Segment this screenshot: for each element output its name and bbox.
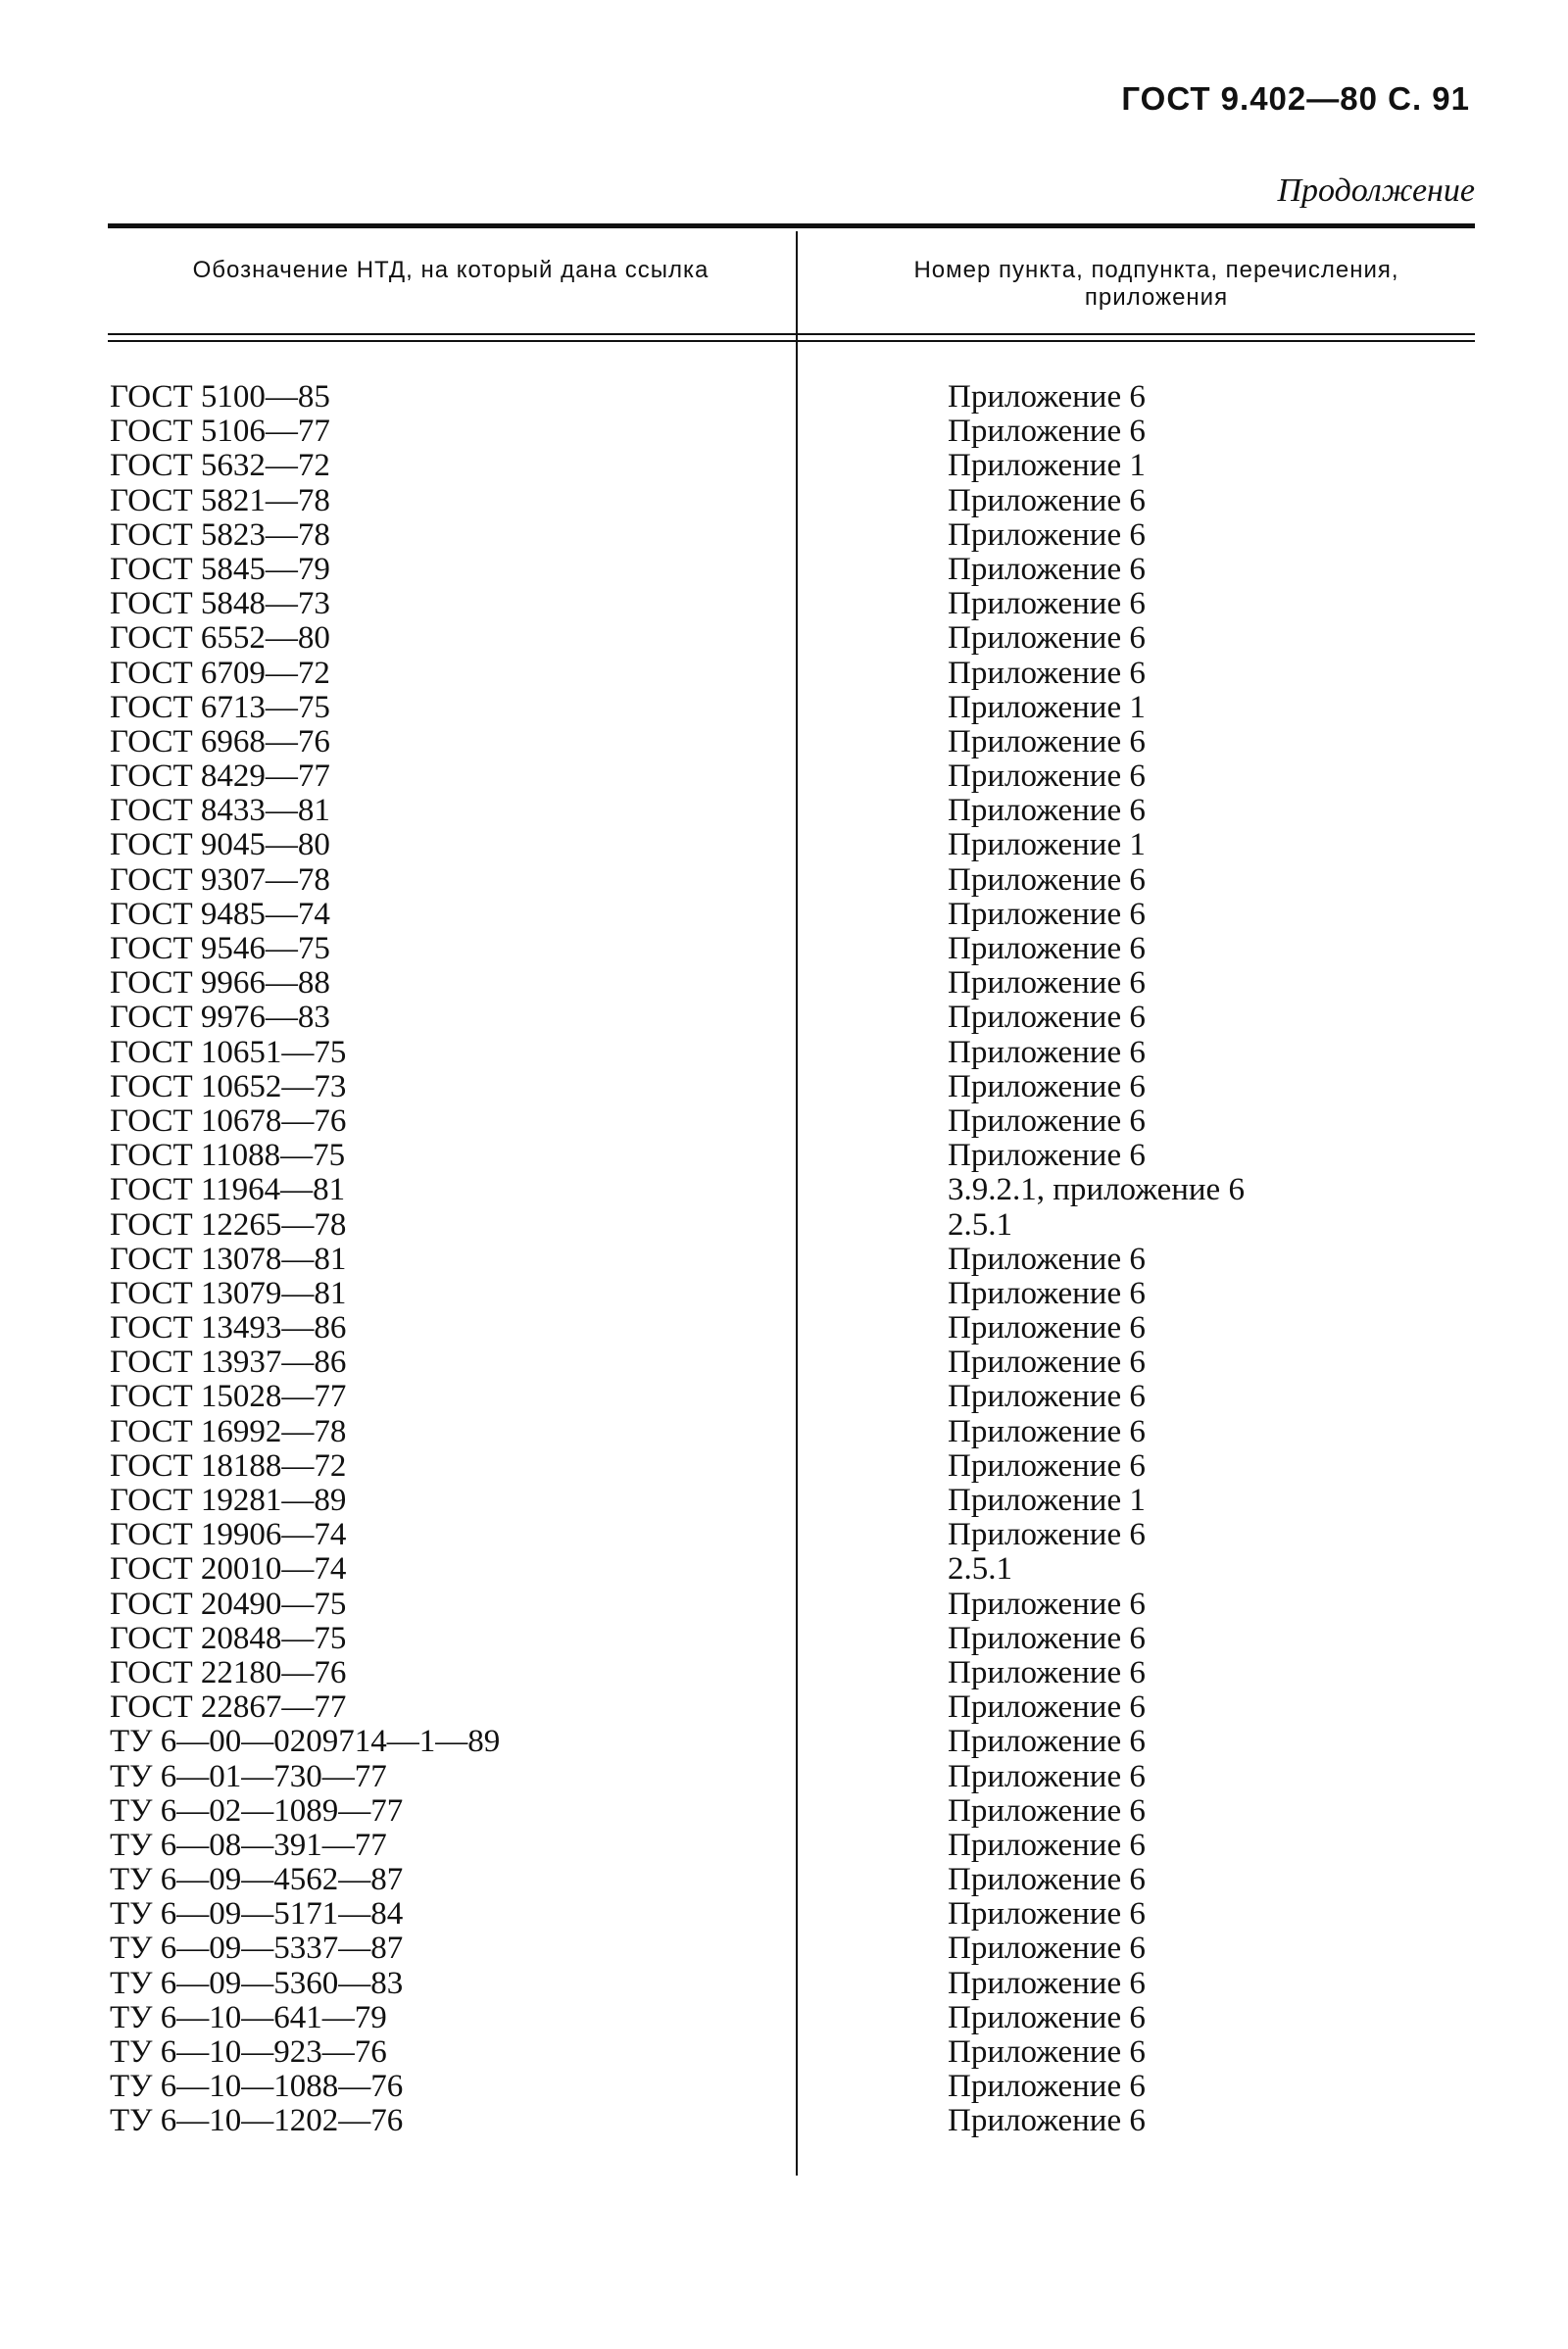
reference-cell: Приложение 6 bbox=[948, 931, 1146, 966]
reference-cell: Приложение 1 bbox=[948, 1483, 1146, 1518]
table-row bbox=[0, 1588, 1568, 1622]
reference-cell: Приложение 6 bbox=[948, 655, 1146, 691]
table-row bbox=[0, 1104, 1568, 1139]
reference-cell: Приложение 6 bbox=[948, 1689, 1146, 1726]
table-row bbox=[0, 1518, 1568, 1552]
designation-cell: ГОСТ 8433—81 bbox=[110, 793, 330, 829]
designation-cell: ТУ 6—08—391—77 bbox=[110, 1827, 387, 1863]
reference-cell: 2.5.1 bbox=[948, 1551, 1012, 1588]
reference-cell: Приложение 6 bbox=[948, 1965, 1146, 2001]
table-row bbox=[0, 1760, 1568, 1794]
table-row bbox=[0, 1484, 1568, 1518]
table-row bbox=[0, 621, 1568, 656]
table-row bbox=[0, 828, 1568, 862]
reference-cell: Приложение 6 bbox=[948, 414, 1146, 450]
table-row bbox=[0, 484, 1568, 518]
reference-cell: Приложение 6 bbox=[948, 2069, 1146, 2105]
reference-cell: Приложение 6 bbox=[948, 1654, 1146, 1690]
reference-cell: Приложение 6 bbox=[948, 1447, 1146, 1484]
table-row bbox=[0, 1656, 1568, 1690]
reference-cell: Приложение 6 bbox=[948, 1310, 1146, 1346]
reference-cell: Приложение 6 bbox=[948, 723, 1146, 759]
reference-cell: Приложение 6 bbox=[948, 861, 1146, 898]
header-bottom-rule-2 bbox=[108, 340, 1475, 342]
table-row bbox=[0, 1277, 1568, 1311]
reference-cell: Приложение 6 bbox=[948, 586, 1146, 622]
designation-cell: ГОСТ 9485—74 bbox=[110, 896, 330, 932]
table-row bbox=[0, 1036, 1568, 1070]
reference-cell: Приложение 6 bbox=[948, 551, 1146, 587]
reference-cell: Приложение 6 bbox=[948, 1827, 1146, 1863]
table-row bbox=[0, 1967, 1568, 2001]
designation-cell: ТУ 6—09—5171—84 bbox=[110, 1896, 404, 1933]
table-row bbox=[0, 1690, 1568, 1725]
reference-cell: Приложение 6 bbox=[948, 1379, 1146, 1415]
reference-cell: Приложение 6 bbox=[948, 1413, 1146, 1449]
header-bottom-rule bbox=[108, 333, 1475, 335]
designation-cell: ГОСТ 10678—76 bbox=[110, 1102, 347, 1139]
designation-cell: ГОСТ 11088—75 bbox=[110, 1138, 346, 1174]
designation-cell: ТУ 6—02—1089—77 bbox=[110, 1792, 404, 1829]
designation-cell: ГОСТ 9966—88 bbox=[110, 965, 330, 1002]
designation-cell: ГОСТ 6709—72 bbox=[110, 655, 330, 691]
designation-cell: ГОСТ 9307—78 bbox=[110, 861, 330, 898]
reference-cell: Приложение 6 bbox=[948, 482, 1146, 518]
designation-cell: ТУ 6—09—5337—87 bbox=[110, 1931, 404, 1967]
designation-cell: ГОСТ 9546—75 bbox=[110, 931, 330, 966]
table-row bbox=[0, 1552, 1568, 1587]
table-row bbox=[0, 1829, 1568, 1863]
reference-cell: Приложение 6 bbox=[948, 1000, 1146, 1036]
designation-cell: ТУ 6—01—730—77 bbox=[110, 1758, 387, 1794]
designation-cell: ТУ 6—10—1088—76 bbox=[110, 2069, 404, 2105]
reference-cell: Приложение 1 bbox=[948, 689, 1146, 725]
reference-cell: 3.9.2.1, приложение 6 bbox=[948, 1172, 1245, 1208]
table-row bbox=[0, 1932, 1568, 1966]
table-row bbox=[0, 1415, 1568, 1449]
designation-cell: ГОСТ 6713—75 bbox=[110, 689, 330, 725]
designation-cell: ГОСТ 16992—78 bbox=[110, 1413, 347, 1449]
designation-cell: ГОСТ 19281—89 bbox=[110, 1483, 347, 1518]
reference-cell: Приложение 6 bbox=[948, 2103, 1146, 2139]
table-row bbox=[0, 1449, 1568, 1484]
table-row bbox=[0, 1001, 1568, 1035]
table-row bbox=[0, 1725, 1568, 1759]
table-row bbox=[0, 2035, 1568, 2070]
reference-cell: Приложение 6 bbox=[948, 896, 1146, 932]
designation-cell: ГОСТ 5823—78 bbox=[110, 516, 330, 553]
designation-cell: ГОСТ 22867—77 bbox=[110, 1689, 347, 1726]
reference-cell: Приложение 6 bbox=[948, 1586, 1146, 1622]
table-row bbox=[0, 518, 1568, 553]
reference-cell: Приложение 6 bbox=[948, 759, 1146, 795]
table-row bbox=[0, 794, 1568, 828]
table-row bbox=[0, 1346, 1568, 1380]
table-row bbox=[0, 1622, 1568, 1656]
reference-cell: Приложение 6 bbox=[948, 1138, 1146, 1174]
reference-cell: Приложение 6 bbox=[948, 1862, 1146, 1898]
designation-cell: ГОСТ 20010—74 bbox=[110, 1551, 347, 1588]
designation-cell: ГОСТ 9045—80 bbox=[110, 827, 330, 863]
page-header: ГОСТ 9.402—80 С. 91 bbox=[1121, 80, 1470, 117]
reference-cell: Приложение 1 bbox=[948, 448, 1146, 484]
table-row bbox=[0, 1311, 1568, 1346]
header-left: Обозначение НТД, на который дана ссылка bbox=[192, 257, 710, 283]
designation-cell: ГОСТ 8429—77 bbox=[110, 759, 330, 795]
designation-cell: ТУ 6—10—923—76 bbox=[110, 2034, 387, 2070]
designation-cell: ТУ 6—10—1202—76 bbox=[110, 2103, 404, 2139]
designation-cell: ГОСТ 13078—81 bbox=[110, 1241, 347, 1277]
designation-cell: ТУ 6—10—641—79 bbox=[110, 1999, 387, 2035]
designation-cell: ГОСТ 5632—72 bbox=[110, 448, 330, 484]
table-row bbox=[0, 1173, 1568, 1207]
reference-cell: Приложение 6 bbox=[948, 1931, 1146, 1967]
table-row bbox=[0, 1139, 1568, 1173]
table-row bbox=[0, 2070, 1568, 2104]
table-row bbox=[0, 1380, 1568, 1414]
table-row bbox=[0, 1794, 1568, 1829]
designation-cell: ГОСТ 10652—73 bbox=[110, 1068, 347, 1104]
designation-cell: ГОСТ 20848—75 bbox=[110, 1620, 347, 1656]
table-row bbox=[0, 725, 1568, 759]
table-row bbox=[0, 2104, 1568, 2138]
designation-cell: ГОСТ 20490—75 bbox=[110, 1586, 347, 1622]
designation-cell: ГОСТ 5845—79 bbox=[110, 551, 330, 587]
designation-cell: ГОСТ 6968—76 bbox=[110, 723, 330, 759]
reference-cell: Приложение 6 bbox=[948, 1102, 1146, 1139]
designation-cell: ГОСТ 13079—81 bbox=[110, 1275, 347, 1311]
designation-cell: ТУ 6—00—0209714—1—89 bbox=[110, 1724, 501, 1760]
designation-cell: ГОСТ 15028—77 bbox=[110, 1379, 347, 1415]
table-row bbox=[0, 1208, 1568, 1243]
designation-cell: ГОСТ 5848—73 bbox=[110, 586, 330, 622]
reference-cell: Приложение 6 bbox=[948, 965, 1146, 1002]
table-row bbox=[0, 691, 1568, 725]
designation-cell: ГОСТ 18188—72 bbox=[110, 1447, 347, 1484]
table-row bbox=[0, 449, 1568, 483]
reference-cell: Приложение 6 bbox=[948, 1517, 1146, 1553]
designation-cell: ГОСТ 5106—77 bbox=[110, 414, 330, 450]
designation-cell: ГОСТ 5100—85 bbox=[110, 379, 330, 415]
designation-cell: ГОСТ 5821—78 bbox=[110, 482, 330, 518]
table-row bbox=[0, 759, 1568, 794]
designation-cell: ТУ 6—09—4562—87 bbox=[110, 1862, 404, 1898]
reference-cell: Приложение 6 bbox=[948, 2034, 1146, 2070]
designation-cell: ГОСТ 22180—76 bbox=[110, 1654, 347, 1690]
reference-cell: Приложение 6 bbox=[948, 516, 1146, 553]
table-row bbox=[0, 587, 1568, 621]
reference-cell: Приложение 6 bbox=[948, 1275, 1146, 1311]
reference-cell: Приложение 6 bbox=[948, 1034, 1146, 1070]
reference-cell: Приложение 6 bbox=[948, 793, 1146, 829]
reference-cell: Приложение 6 bbox=[948, 1724, 1146, 1760]
table-row bbox=[0, 1863, 1568, 1897]
reference-cell: Приложение 6 bbox=[948, 1241, 1146, 1277]
table-row bbox=[0, 966, 1568, 1001]
reference-cell: Приложение 6 bbox=[948, 1345, 1146, 1381]
reference-cell: 2.5.1 bbox=[948, 1206, 1012, 1243]
reference-cell: Приложение 6 bbox=[948, 1068, 1146, 1104]
designation-cell: ГОСТ 12265—78 bbox=[110, 1206, 347, 1243]
reference-cell: Приложение 6 bbox=[948, 1792, 1146, 1829]
table-row bbox=[0, 898, 1568, 932]
table-row bbox=[0, 1243, 1568, 1277]
designation-cell: ТУ 6—09—5360—83 bbox=[110, 1965, 404, 2001]
designation-cell: ГОСТ 11964—81 bbox=[110, 1172, 346, 1208]
continuation-label: Продолжение bbox=[1277, 172, 1475, 209]
table-row bbox=[0, 553, 1568, 587]
reference-cell: Приложение 6 bbox=[948, 620, 1146, 657]
reference-cell: Приложение 6 bbox=[948, 1758, 1146, 1794]
designation-cell: ГОСТ 10651—75 bbox=[110, 1034, 347, 1070]
table-row bbox=[0, 1897, 1568, 1932]
table-row bbox=[0, 380, 1568, 415]
table-row bbox=[0, 863, 1568, 898]
table-body bbox=[0, 380, 1568, 2139]
table-top-rule bbox=[108, 223, 1475, 228]
designation-cell: ГОСТ 13493—86 bbox=[110, 1310, 347, 1346]
table-row bbox=[0, 415, 1568, 449]
table-row bbox=[0, 1070, 1568, 1104]
reference-cell: Приложение 6 bbox=[948, 1999, 1146, 2035]
reference-cell: Приложение 1 bbox=[948, 827, 1146, 863]
designation-cell: ГОСТ 6552—80 bbox=[110, 620, 330, 657]
reference-cell: Приложение 6 bbox=[948, 379, 1146, 415]
table-row bbox=[0, 932, 1568, 966]
header-right: Номер пункта, подпункта, перечисления, приложения bbox=[913, 257, 1399, 311]
table-row bbox=[0, 657, 1568, 691]
designation-cell: ГОСТ 13937—86 bbox=[110, 1345, 347, 1381]
designation-cell: ГОСТ 19906—74 bbox=[110, 1517, 347, 1553]
reference-cell: Приложение 6 bbox=[948, 1896, 1146, 1933]
reference-cell: Приложение 6 bbox=[948, 1620, 1146, 1656]
designation-cell: ГОСТ 9976—83 bbox=[110, 1000, 330, 1036]
table-row bbox=[0, 2001, 1568, 2035]
